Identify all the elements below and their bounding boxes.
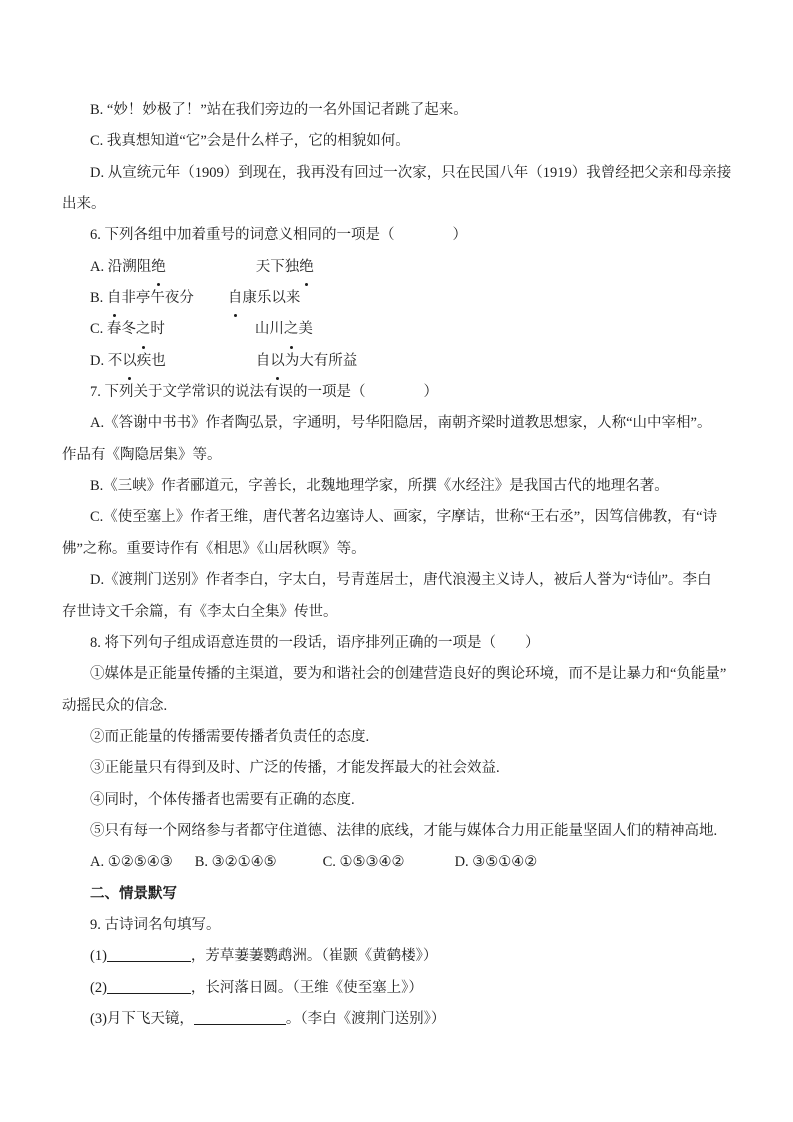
text-run: 9. 古诗词名句填写。 — [90, 916, 221, 933]
column-gap — [166, 270, 256, 271]
document-line — [62, 722, 752, 753]
text-run: ④同时，个体传播者也需要有正确的态度. — [90, 791, 355, 808]
column-gap — [277, 865, 323, 866]
column-gap — [173, 865, 195, 866]
text-run: C.《使至塞上》作者王维，唐代著名边塞诗人、画家，字摩诘，世称“王右丞”，因笃信佛教，有“诗 — [90, 509, 718, 526]
section-heading — [62, 879, 752, 910]
document-line — [62, 753, 752, 784]
document-line — [62, 440, 752, 471]
text-run: 动摇民众的信念. — [62, 697, 168, 714]
emphasized-char: 自 — [228, 283, 243, 314]
text-run: 6. 下列各组中加着重号的词意义相同的一项是（ ） — [90, 227, 467, 244]
answer-blank — [107, 947, 191, 962]
text-run: A. 沿溯阻 — [90, 258, 152, 275]
document-line — [62, 565, 752, 596]
document-line — [62, 973, 752, 1004]
text-run: B. — [90, 290, 107, 307]
emphasized-char: 绝 — [151, 252, 166, 283]
text-run: 时 — [150, 321, 165, 338]
text-run: 美 — [298, 321, 313, 338]
column-gap — [405, 865, 455, 866]
text-run: (3)月下飞天镜， — [90, 1010, 194, 1027]
column-gap — [165, 332, 255, 333]
document-line — [62, 1004, 752, 1035]
text-run: (2) — [90, 979, 107, 996]
text-run: B.《三峡》作者郦道元，字善长，北魏地理学家，所撰《水经注》是我国古代的地理名著。 — [90, 478, 669, 495]
text-run: ，长河落日圆。（王维《使至塞上》） — [190, 979, 423, 996]
text-run: B. ③②①④⑤ — [194, 854, 277, 871]
text-run: 存世诗文千余篇，有《李太白全集》传世。 — [62, 603, 338, 620]
text-run: ③正能量只有得到及时、广泛的传播，才能发挥最大的社会效益. — [90, 760, 500, 777]
document-line — [62, 471, 752, 502]
text-run: 非亭午夜分 — [121, 290, 194, 307]
text-run: 。（李白《渡荆门送别》） — [285, 1010, 446, 1027]
document-line — [62, 252, 752, 283]
document-line — [62, 95, 752, 126]
text-run: C. 我真想知道“它”会是什么样子，它的相貌如何。 — [90, 133, 410, 150]
text-run: A. ①②⑤④③ — [90, 854, 173, 871]
document-line — [62, 534, 752, 565]
text-run: A.《答谢中书书》作者陶弘景，字通明，号华阳隐居，南朝齐梁时道教思想家，人称“山中宰相”。 — [90, 415, 712, 432]
text-run: 疾也 — [136, 352, 166, 369]
document-line — [62, 126, 752, 157]
text-run: 康乐以来 — [242, 290, 301, 307]
text-run: B. “妙！妙极了！”站在我们旁边的一名外国记者跳了起来。 — [90, 102, 468, 118]
text-run: 天下独 — [255, 258, 300, 275]
answer-blank — [107, 979, 191, 994]
text-run: C. 春冬 — [90, 321, 136, 338]
text-run: D. 不 — [90, 352, 123, 369]
text-run: ，芳草萋萋鹦鹉洲。（崔颢《黄鹤楼》） — [190, 948, 438, 965]
document-line — [62, 283, 752, 314]
emphasized-char: 绝 — [299, 252, 314, 283]
emphasized-char: 以 — [122, 346, 137, 377]
document-line — [62, 847, 752, 878]
document-line — [62, 189, 752, 220]
text-run: 作品有《陶隐居集》等。 — [62, 446, 222, 463]
text-run: D.《渡荆门送别》作者李白，字太白，号青莲居士，唐代浪漫主义诗人，被后人誉为“诗仙”。李白 — [90, 572, 712, 589]
text-run: D. ③⑤①④② — [454, 854, 538, 871]
emphasized-char: 自 — [107, 283, 122, 314]
document-line — [62, 628, 752, 659]
document-line — [62, 346, 752, 377]
document-line — [62, 910, 752, 941]
emphasized-char: 之 — [284, 314, 299, 345]
text-run: 出来。 — [62, 196, 106, 213]
document-line — [62, 408, 752, 439]
text-run: ①媒体是正能量传播的主渠道，要为和谐社会的创建营造良好的舆论环境，而不是让暴力和“负能量” — [90, 666, 727, 683]
column-gap — [166, 364, 256, 365]
document-content — [62, 95, 752, 1035]
document-line — [62, 691, 752, 722]
document-line — [62, 502, 752, 533]
document-line — [62, 377, 752, 408]
text-run: 自 — [255, 352, 271, 369]
document-line — [62, 941, 752, 972]
text-run: 二、情景默写 — [90, 885, 177, 902]
text-run: ②而正能量的传播需要传播者负责任的态度. — [90, 728, 370, 745]
text-run: 佛”之称。重要诗作有《相思》《山居秋暝》等。 — [62, 540, 366, 557]
text-run: 为大有所益 — [284, 352, 358, 369]
text-run: 8. 将下列句子组成语意连贯的一段话，语序排列正确的一项是（ ） — [90, 634, 540, 651]
document-line — [62, 785, 752, 816]
text-run: C. ①⑤③④② — [322, 854, 405, 871]
emphasized-char: 以 — [270, 346, 285, 377]
text-run: (1) — [90, 948, 107, 965]
document-line — [62, 597, 752, 628]
text-run: 山川 — [254, 321, 284, 338]
document-line — [62, 816, 752, 847]
column-gap — [194, 301, 228, 302]
document-line — [62, 659, 752, 690]
document-line — [62, 158, 752, 189]
document-line — [62, 314, 752, 345]
text-run: ⑤只有每一个网络参与者都守住道德、法律的底线，才能与媒体合力用正能量坚固人们的精神高地. — [90, 822, 718, 839]
text-run: 7. 下列关于文学常识的说法有误的一项是（ ） — [90, 384, 438, 401]
answer-blank — [194, 1010, 286, 1025]
text-run: D. 从宣统元年（1909）到现在，我再没有回过一次家，只在民国八年（1919）我曾经把父亲和母亲接 — [90, 164, 732, 181]
document-line — [62, 220, 752, 251]
emphasized-char: 之 — [136, 314, 151, 345]
